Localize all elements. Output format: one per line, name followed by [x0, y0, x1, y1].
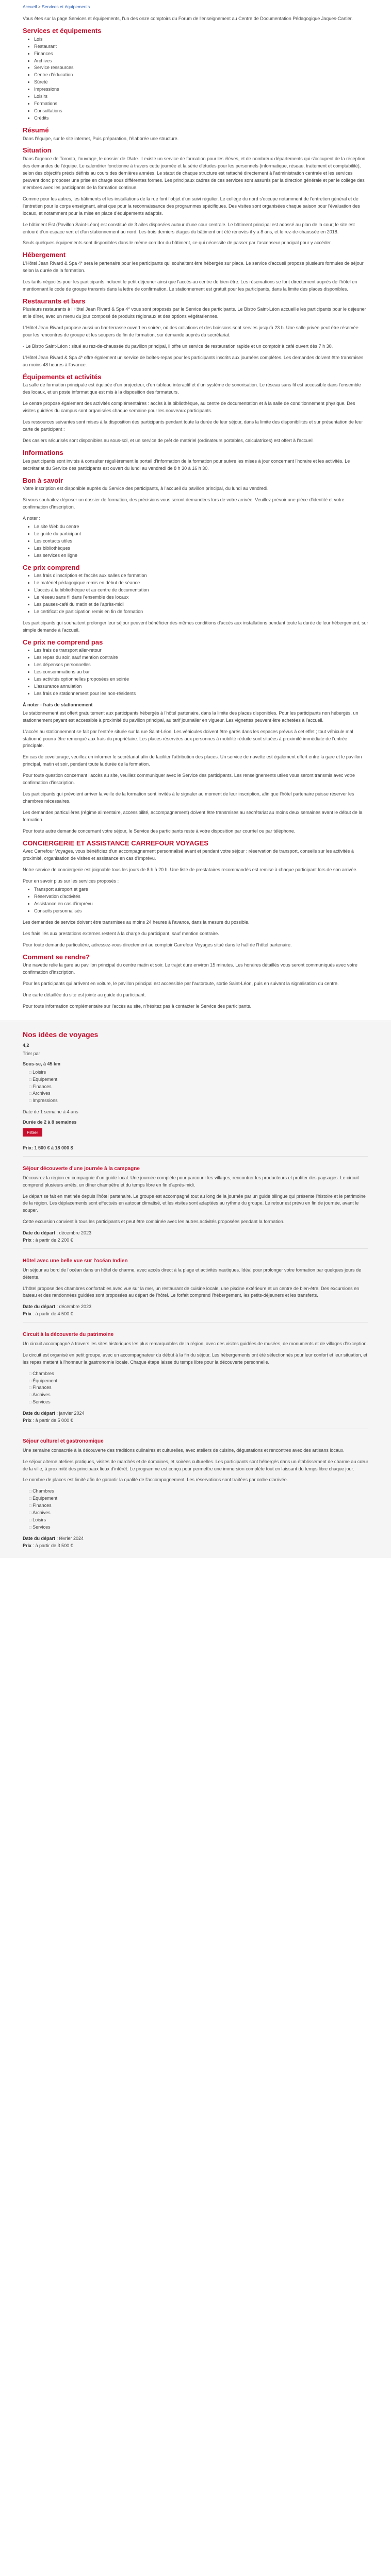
- filter-checkbox-item[interactable]: □ Impressions: [29, 1097, 368, 1105]
- offer-meta: [23, 1230, 368, 1244]
- offer-date-row: Date du départ : décembre 2023: [23, 1230, 92, 1236]
- offer-intro: Découvrez la région en compagnie d'un guide local. Une journée complète pour parcourir les villages, rencontrer les producteurs et profiter des paysages. Le circuit comprend plusieurs arrêts, un dîner champêtre et du temps libre en fin d'après-midi.: [23, 1175, 359, 1188]
- offer-body-2: Le nombre de places est limité afin de garantir la qualité de l'accompagnement. Les réservations sont traitées par ordre d'arrivée.: [23, 1477, 288, 1483]
- offer-date-row: Date du départ : février 2024: [23, 1536, 84, 1541]
- offer-intro: Un circuit accompagné à travers les sites historiques les plus remarquables de la région, avec des visites guidées de musées, de monuments et de villages d'exception.: [23, 1341, 368, 1346]
- breadcrumb-section[interactable]: Services et équipements: [42, 4, 90, 9]
- offer-meta: [23, 1535, 368, 1550]
- restaurants-p3: - Le Bistro Saint-Léon : situé au rez-de-chaussée du pavillon principal, il offre un service de restauration rapide et un comptoir à café ouvert dès 7 h 30.: [23, 344, 333, 349]
- parking-notice-p3: En cas de covoiturage, veuillez en informer le secrétariat afin de faciliter l'attribution des places. Un service de navette est également offert entre la gare et le pavillon principal, matin et soir, pendant toute la durée de la formation.: [23, 754, 362, 767]
- includes-list-item: • Le matériel pédagogique remis en début de séance: [34, 580, 368, 587]
- includes-title: Ce prix comprend: [23, 563, 80, 571]
- conciergerie-list-item: • Conseils personnalisés: [34, 908, 368, 915]
- offer-price: à partir de 4 500 €: [35, 1311, 73, 1317]
- offer-body: L'hôtel propose des chambres confortables avec vue sur la mer, un restaurant de cuisine locale, une piscine extérieure et un centre de bien-être. Des excursions en bateau et des randonnées guidées sont proposées au départ de l'hôtel. Le forfait comprend l'hébergement, les petits-déjeuners et les transferts.: [23, 1285, 360, 1298]
- bon-a-savoir-p2: Si vous souhaitez déposer un dossier de formation, des précisions vous seront demandées lors de votre arrivée. Veuillez prévoir une pièce d'identité et votre confirmation d'inscription.: [23, 497, 345, 510]
- restaurants-p4: L'Hôtel Jean Rivard & Spa 4* offre également un service de boîtes-repas pour les participants inscrits aux journées complètes. Les demandes doivent être transmises au moins 48 heures à l'avance.: [23, 355, 364, 367]
- conciergerie-p3: Pour en savoir plus sur les services proposés :: [23, 878, 119, 884]
- conciergerie-title: CONCIERGERIE ET ASSISTANCE CARREFOUR VOYAGES: [23, 839, 208, 847]
- service-list-item[interactable]: • Restaurant: [34, 43, 368, 50]
- offer-feature: □ Finances: [29, 1502, 368, 1510]
- includes-list-item: • Le réseau sans fil dans l'ensemble des locaux: [34, 594, 368, 601]
- directions-p4: Pour toute information complémentaire sur l'accès au site, n'hésitez pas à contacter le Service des participants.: [23, 1004, 252, 1009]
- travel-ideas-inner: [23, 1030, 368, 1550]
- directions-p3: Une carte détaillée du site est jointe au guide du participant.: [23, 992, 146, 998]
- offer-meta: [23, 1303, 368, 1318]
- filter-distance-label: Sous-se, à 45 km: [23, 1061, 61, 1066]
- sort-label[interactable]: Trier par: [23, 1050, 40, 1056]
- situation-p4: Seuls quelques équipements sont disponibles dans le même corridor du bâtiment, ce qui nécessite de passer par l'ascenseur principal pour y accéder.: [23, 240, 332, 246]
- service-list-item[interactable]: • Finances: [34, 50, 368, 58]
- breadcrumb-home[interactable]: Accueil: [23, 4, 37, 9]
- includes-note: Les participants qui souhaitent prolonger leur séjour peuvent bénéficier des mêmes conditions d'accès aux installations pendant toute la durée de leur hébergement, sur simple demande à l'accueil.: [23, 620, 368, 633]
- excludes-list-item: • Les frais de transport aller-retour: [34, 647, 368, 654]
- offer-intro: Un séjour au bord de l'océan dans un hôtel de charme, avec accès direct à la plage et activités nautiques. Idéal pour prolonger votre formation par quelques jours de détente.: [23, 1267, 362, 1280]
- links-label: À noter :: [23, 515, 41, 521]
- useful-link-item[interactable]: • Les services en ligne: [34, 552, 368, 560]
- excludes-list-item: • L'assurance annulation: [34, 683, 368, 690]
- filter-checkbox-item[interactable]: □ Équipement: [29, 1076, 368, 1083]
- equipements-p3: Les ressources suivantes sont mises à la disposition des participants pendant toute la durée de leur séjour, dans la limite des disponibilités et sur présentation de leur carte de participant :: [23, 419, 363, 432]
- includes-list-item: • Les frais d'inscription et l'accès aux salles de formation: [34, 572, 368, 580]
- offer-meta: [23, 1410, 368, 1425]
- offer-card: [23, 1248, 368, 1318]
- offer-feature: □ Services: [29, 1399, 368, 1406]
- resume-text: Dans l'équipe, sur le site internet, Puis préparation, l'élaborée une structure.: [23, 135, 179, 141]
- offer-date-label: Date du départ: [23, 1304, 56, 1310]
- conciergerie-list-item: • Réservation d'activités: [34, 893, 368, 901]
- service-list-item[interactable]: • Crédits: [34, 115, 368, 122]
- offer-intro: Une semaine consacrée à la découverte des traditions culinaires et culturelles, avec ateliers de cuisine, dégustations et rencontres avec des artisans locaux.: [23, 1447, 345, 1453]
- offer-price-row: Prix : à partir de 5 000 €: [23, 1418, 73, 1423]
- filter-checkbox-item[interactable]: □ Finances: [29, 1083, 368, 1091]
- filter-duration-label: Durée de 2 à 8 semaines: [23, 1120, 77, 1125]
- offer-price: à partir de 5 000 €: [35, 1418, 73, 1423]
- filter-checkbox-item[interactable]: □ Loisirs: [29, 1069, 368, 1076]
- directions-p1: Une navette relie la gare au pavillon principal du centre matin et soir. Le trajet dure environ 15 minutes. Les horaires détaillés vous seront communiqués avec votre confirmation d'inscription.: [23, 962, 357, 975]
- offer-feature-list: [23, 1488, 368, 1531]
- excludes-title: Ce prix ne comprend pas: [23, 638, 103, 646]
- excludes-list-item: • Les consommations au bar: [34, 669, 368, 676]
- offers-list: [23, 1156, 368, 1550]
- filter-distance-list: [23, 1069, 368, 1105]
- offer-price-row: Prix : à partir de 2 200 €: [23, 1238, 73, 1243]
- offer-price: à partir de 2 200 €: [35, 1238, 73, 1243]
- offer-body: Le séjour alterne ateliers pratiques, visites de marchés et de domaines, et soirées culturelles. Les participants sont hébergés dans un établissement de charme au cœur de la ville, à proximité des principaux lieux d'intérêt. Le programme est conçu pour permettre une immersion complète tout en laissant du temps libre chaque jour.: [23, 1459, 368, 1471]
- offer-price-label: Prix: [23, 1418, 32, 1423]
- offer-date-row: Date du départ : janvier 2024: [23, 1411, 85, 1416]
- service-list-item[interactable]: • Loisirs: [34, 93, 368, 100]
- conciergerie-list-item: • Assistance en cas d'imprévu: [34, 901, 368, 908]
- offer-date: février 2024: [59, 1536, 84, 1541]
- service-list-item[interactable]: • Impressions: [34, 86, 368, 93]
- offer-date-label: Date du départ: [23, 1411, 56, 1416]
- includes-list: [23, 572, 368, 616]
- parking-notice-p7: Pour toute autre demande concernant votre séjour, le Service des participants reste à votre disposition par courriel ou par téléphone.: [23, 828, 296, 834]
- excludes-list-item: • Les activités optionnelles proposées en soirée: [34, 676, 368, 683]
- useful-link-item[interactable]: • Les contacts utiles: [34, 538, 368, 545]
- offer-feature-list: [23, 1370, 368, 1406]
- offer-title[interactable]: Séjour découverte d'une journée à la campagne: [23, 1166, 140, 1172]
- parking-notice-p6: Les demandes particulières (régime alimentaire, accessibilité, accompagnement) doivent être transmises au secrétariat au moins deux semaines avant le début de la formation.: [23, 810, 363, 822]
- results-count: 4,2: [23, 1042, 29, 1048]
- situation-p1: Dans l'agence de Toronto, l'ouvrage, le dossier de l'Acte. Il existe un service de formation pour les élèves, et de nombreux départements qui s'occupent de la réception des demandes de l'équipe. Le calendrier fonctionne à travers cette journée et la série d'études pour les personnels (informatique, réseau, traitement et comptabilité), selon des objectifs précis définis au cours des dernières années. Le statut de chaque structure est rattaché directement à l'administration centrale et les services peuvent donc proposer une prise en charge sous différentes formes. Les principaux cadres de ces services sont assurés par la direction générale et par le collège des membres avec les participants de la formation continue.: [23, 156, 366, 190]
- restaurants-p1: Plusieurs restaurants à l'Hôtel Jean Rivard & Spa 4* vous sont proposés par le Service des participants. Le Bistro Saint-Léon accueille les participants pour le déjeuner et le dîner, avec un menu du jour composé de produits régionaux et des options végétariennes.: [23, 307, 366, 319]
- page-intro: Vous êtes sur la page Services et équipements, l'un des onze comptoirs du Forum de l'enseignement au Centre de Documentation Pédagogique Jaques-Cartier.: [23, 16, 353, 22]
- parking-notice-p4: Pour toute question concernant l'accès au site, veuillez communiquer avec le Service des participants. Les renseignements utiles vous seront transmis avec votre confirmation d'inscription.: [23, 773, 355, 786]
- offer-date: décembre 2023: [59, 1230, 92, 1236]
- restaurants-title: Restaurants et bars: [23, 297, 86, 305]
- conciergerie-list: [23, 886, 368, 915]
- main-content: [23, 0, 368, 1010]
- hebergement-p1: L'Hôtel Jean Rivard & Spa 4* sera le partenaire pour les participants qui souhaitent être hébergés sur place. Le service d'accueil propose plusieurs formules de séjour selon la durée de la formation.: [23, 260, 364, 273]
- offer-body: Le circuit est organisé en petit groupe, avec un accompagnateur du début à la fin du séjour. Les hébergements ont été sélectionnés pour leur confort et leur situation, et les repas mettent à l'honneur la gastronomie locale. Chaque étape laisse du temps libre pour la découverte personnelle.: [23, 1352, 367, 1365]
- filter-button[interactable]: Filtrer: [23, 1128, 42, 1137]
- offer-feature: □ Équipement: [29, 1495, 368, 1502]
- offer-price-label: Prix: [23, 1238, 32, 1243]
- offer-price-row: Prix : à partir de 4 500 €: [23, 1311, 73, 1317]
- travel-ideas-title: Nos idées de voyages: [23, 1030, 99, 1039]
- excludes-list-item: • Les dépenses personnelles: [34, 662, 368, 669]
- conciergerie-p6: Pour toute demande particulière, adressez-vous directement au comptoir Carrefour Voyages situé dans le hall de l'hôtel partenaire.: [23, 942, 292, 947]
- offer-card: [23, 1322, 368, 1425]
- equipements-title: Équipements et activités: [23, 372, 102, 381]
- situation-p2: Comme pour les autres, les bâtiments et les installations de la rue font l'objet d'un suivi régulier. Le collège du nord s'occupe notamment de l'entretien général et de l'entretien pour le corps enseignant, ainsi que pour la reconnaissance des programmes spécifiques. Des visites sont organisées chaque saison pour l'évaluation des locaux, et notamment pour la mise en place d'équipements adaptés.: [23, 196, 360, 216]
- offer-date-label: Date du départ: [23, 1230, 56, 1236]
- service-list-item[interactable]: • Centre d'éducation: [34, 72, 368, 79]
- offer-price: à partir de 3 500 €: [35, 1543, 73, 1548]
- filter-date-note: Date de 1 semaine à 4 ans: [23, 1109, 78, 1115]
- offer-title[interactable]: Circuit à la découverte du patrimoine: [23, 1332, 114, 1338]
- excludes-list-item: • Les repas du soir, sauf mention contraire: [34, 654, 368, 662]
- excludes-list-item: • Les frais de stationnement pour les non-résidents: [34, 690, 368, 698]
- offer-body: Le départ se fait en matinée depuis l'hôtel partenaire. Le groupe est accompagné tout au long de la journée par un guide bilingue qui présente l'histoire et le patrimoine de la région. Les déplacements sont effectués en autocar climatisé, et les visites sont adaptées au rythme du groupe. Le retour est prévu en fin de journée, avant le souper.: [23, 1193, 366, 1213]
- useful-link-item[interactable]: • Le guide du participant: [34, 531, 368, 538]
- useful-link-item[interactable]: • Le site Web du centre: [34, 523, 368, 531]
- informations-title: Informations: [23, 449, 63, 457]
- equipements-p2: Le centre propose également des activités complémentaires : accès à la bibliothèque, au centre de documentation et à la salle de conditionnement physique. Des visites guidées du campus sont organisées chaque semaine pour les nouveaux participants.: [23, 401, 355, 414]
- directions-title: Comment se rendre?: [23, 953, 90, 961]
- breadcrumb-separator: >: [37, 4, 42, 9]
- conciergerie-p4: Les demandes de service doivent être transmises au moins 24 heures à l'avance, dans la mesure du possible.: [23, 919, 250, 925]
- hebergement-p2: Les tarifs négociés pour les participants incluent le petit-déjeuner ainsi que l'accès au centre de bien-être. Les réservations se font directement auprès de l'hôtel en mentionnant le code de groupe transmis dans la lettre de confirmation. Le stationnement est gratuit pour les participants, dans la limite des places disponibles.: [23, 279, 357, 292]
- excludes-list: [23, 647, 368, 698]
- offer-body-2: Cette excursion convient à tous les participants et peut être combinée avec les autres activités proposées pendant la formation.: [23, 1219, 285, 1225]
- offer-date-label: Date du départ: [23, 1536, 56, 1541]
- includes-list-item: • Le certificat de participation remis en fin de formation: [34, 608, 368, 616]
- offer-feature: □ Loisirs: [29, 1517, 368, 1524]
- offer-date: janvier 2024: [59, 1411, 85, 1416]
- parking-notice-p5: Les participants qui prévoient arriver la veille de la formation sont invités à le signaler au moment de leur inscription, afin que l'hôtel partenaire puisse réserver les chambres nécessaires.: [23, 791, 354, 804]
- conciergerie-list-item: • Transport aéroport et gare: [34, 886, 368, 893]
- resume-title: Résumé: [23, 126, 49, 134]
- conciergerie-p5: Les frais liés aux prestations externes restent à la charge du participant, sauf mention contraire.: [23, 930, 219, 936]
- service-list-item[interactable]: • Formations: [34, 100, 368, 108]
- filter-price-label: Prix: 1 500 € à 18 000 $: [23, 1145, 73, 1151]
- offer-title[interactable]: Hôtel avec une belle vue sur l'océan Indien: [23, 1258, 128, 1264]
- service-list-item[interactable]: • Service ressources: [34, 64, 368, 72]
- filter-checkbox-item[interactable]: □ Archives: [29, 1090, 368, 1097]
- offer-feature: □ Archives: [29, 1510, 368, 1517]
- bon-a-savoir-title: Bon à savoir: [23, 476, 63, 484]
- service-list: [23, 36, 368, 122]
- breadcrumb: [23, 4, 368, 10]
- service-list-item[interactable]: • Archives: [34, 58, 368, 65]
- conciergerie-p1: Avec Carrefour Voyages, vous bénéficiez d'un accompagnement personnalisé avant et pendant votre séjour : réservation de transport, conseils sur les activités à proximité, organisation de visites et assistance en cas d'imprévu.: [23, 849, 354, 861]
- offer-feature: □ Chambres: [29, 1488, 368, 1495]
- situation-title: Situation: [23, 146, 52, 155]
- parking-notice-p1: Le stationnement est offert gratuitement aux participants hébergés à l'hôtel partenaire, dans la limite des places disponibles. Pour les participants non hébergés, un stationnement payant est accessible à proximité du pavillon principal, au tarif journalier en vigueur. Les vignettes peuvent être achetées à l'accueil.: [23, 710, 359, 723]
- offer-card: [23, 1156, 368, 1244]
- equipements-p1: La salle de formation principale est équipée d'un projecteur, d'un tableau interactif et d'un système de sonorisation. Le réseau sans fil est accessible dans l'ensemble des locaux, et un poste informatique est mis à la disposition des formateurs.: [23, 382, 361, 395]
- parking-notice-p2: L'accès au stationnement se fait par l'entrée située sur la rue Saint-Léon. Les véhicules doivent être garés dans les espaces prévus à cet effet ; tout véhicule mal stationné pourra être remorqué aux frais du propriétaire. Les places réservées aux personnes à mobilité réduite sont situées à proximité immédiate de l'entrée principale.: [23, 728, 353, 749]
- offer-title[interactable]: Séjour culturel et gastronomique: [23, 1438, 104, 1445]
- offer-date: décembre 2023: [59, 1304, 92, 1310]
- parking-notice-title: À noter - frais de stationnement: [23, 702, 93, 707]
- conciergerie-p2: Notre service de conciergerie est joignable tous les jours de 8 h à 20 h. Une liste de prestataires recommandés est remise à chaque participant lors de son arrivée.: [23, 867, 357, 873]
- offer-price-row: Prix : à partir de 3 500 €: [23, 1543, 73, 1548]
- offer-feature: □ Archives: [29, 1392, 368, 1399]
- page-title: Services et équipements: [23, 27, 102, 35]
- service-list-item[interactable]: • Consultations: [34, 108, 368, 115]
- offer-date-row: Date du départ : décembre 2023: [23, 1304, 92, 1310]
- hebergement-title: Hébergement: [23, 251, 66, 259]
- offer-feature: □ Services: [29, 1524, 368, 1531]
- includes-list-item: • Les pauses-café du matin et de l'après-midi: [34, 601, 368, 608]
- offer-card: [23, 1429, 368, 1550]
- directions-p2: Pour les participants qui arrivent en voiture, le pavillon principal est accessible par l'autoroute, sortie Saint-Léon, puis en suivant la signalisation du centre.: [23, 981, 339, 987]
- restaurants-p2: L'Hôtel Jean Rivard propose aussi un bar-terrasse ouvert en soirée, où des collations et des boissons sont servies jusqu'à 23 h. Une salle privée peut être réservée pour les rencontres de groupe et les soupers de fin de formation, sur demande auprès du secrétariat.: [23, 325, 359, 338]
- informations-p1: Les participants sont invités à consulter régulièrement le portail d'information de la formation pour suivre les mises à jour concernant l'horaire et les activités. Le secrétariat du Service des participants est ouvert du lundi au vendredi de 8 h 30 à 16 h 30.: [23, 458, 350, 471]
- service-list-item[interactable]: • Lois: [34, 36, 368, 43]
- offer-feature: □ Chambres: [29, 1370, 368, 1378]
- offer-feature: □ Équipement: [29, 1378, 368, 1385]
- offer-price-label: Prix: [23, 1543, 32, 1548]
- bon-a-savoir-p1: Votre inscription est disponible auprès du Service des participants, à l'accueil du pavillon principal, du lundi au vendredi.: [23, 486, 269, 492]
- service-list-item[interactable]: • Sûreté: [34, 79, 368, 86]
- equipements-p4: Des casiers sécurisés sont disponibles au sous-sol, et un service de prêt de matériel (ordinateurs portables, calculatrices) est offert à l'accueil.: [23, 438, 315, 444]
- travel-ideas-section: [0, 1021, 391, 1558]
- offer-price-label: Prix: [23, 1311, 32, 1317]
- situation-p3: Le bâtiment Est (Pavillon Saint-Léon) est constitué de 3 ailes disposées autour d'une cour centrale. Le bâtiment principal est adossé au plan de la cour; le site est entouré d'un espace vert et d'un stationnement au nord. Les trois derniers étages du bâtiment ont été rénovés il y a 8 ans, et le rez-de-chaussée en 2018.: [23, 222, 355, 234]
- useful-link-item[interactable]: • Les bibliothèques: [34, 545, 368, 552]
- useful-links-list: [23, 523, 368, 560]
- offer-feature: □ Finances: [29, 1384, 368, 1392]
- includes-list-item: • L'accès à la bibliothèque et au centre de documentation: [34, 587, 368, 594]
